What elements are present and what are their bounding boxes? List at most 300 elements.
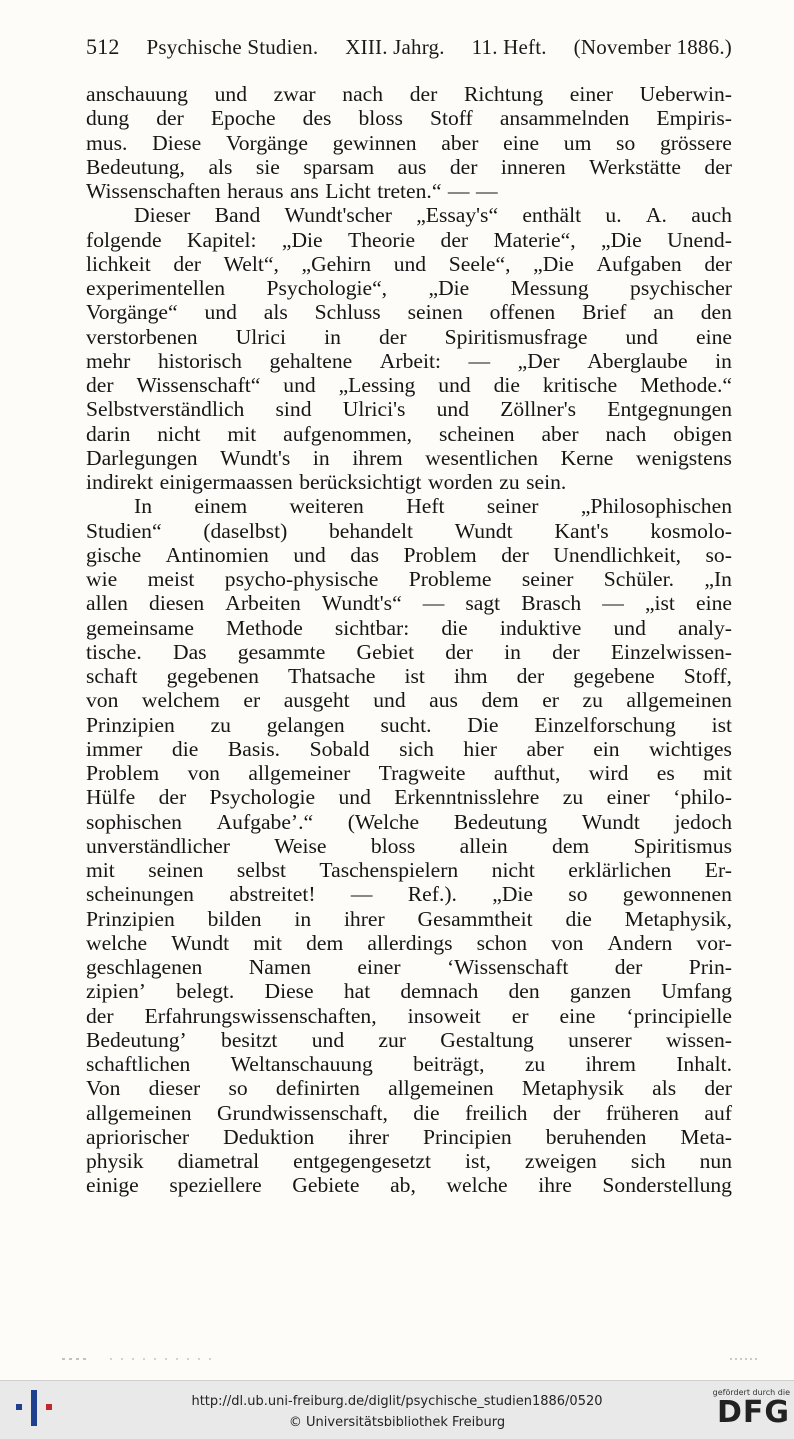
word: apriorischer	[86, 1124, 190, 1149]
text-line	[86, 640, 732, 664]
word: Epoche	[210, 106, 276, 131]
word: der	[86, 373, 114, 397]
word: Wundt'scher	[284, 203, 392, 228]
word: In	[134, 494, 152, 519]
word: es	[656, 761, 675, 785]
word: und	[311, 1027, 345, 1052]
word: und	[393, 251, 427, 276]
word: mit	[227, 421, 257, 446]
word: Umfang	[661, 979, 732, 1004]
word: Meta-	[680, 1124, 732, 1149]
word: der	[378, 324, 407, 349]
text-line	[86, 1125, 732, 1149]
text-line	[86, 155, 732, 179]
word: Brasch	[521, 591, 582, 616]
word: „Die	[281, 227, 323, 252]
word: die	[565, 906, 592, 931]
word: schaftlichen	[86, 1052, 191, 1076]
word: Einzelwissen-	[610, 639, 732, 664]
word: allgemeiner	[248, 761, 351, 785]
word: einem	[194, 494, 248, 519]
word: ihrem	[352, 445, 403, 470]
word: von	[86, 688, 119, 713]
word: „ist	[644, 591, 675, 616]
word: der	[173, 251, 201, 276]
dfg-caption: gefördert durch die	[712, 1388, 790, 1397]
word: allen	[86, 591, 128, 616]
word: Deduktion	[223, 1124, 315, 1149]
word: einer	[606, 785, 650, 810]
word: sparsam	[303, 154, 375, 179]
dfg-logo: DFG	[716, 1395, 790, 1430]
word: aber	[526, 736, 564, 761]
word: früheren	[605, 1100, 679, 1125]
text-line	[86, 446, 732, 470]
word: Heft	[406, 494, 445, 519]
word: Wundt's	[220, 445, 291, 470]
word: Studien“	[86, 518, 162, 543]
word: gesammte	[237, 639, 326, 664]
word: an	[653, 300, 674, 325]
word: mit	[253, 930, 283, 955]
word: dem	[306, 930, 344, 955]
word: u.	[605, 203, 622, 228]
word: diesen	[149, 591, 205, 616]
word: Wundt	[581, 809, 640, 834]
word: den	[700, 300, 732, 325]
word: Arbeit:	[379, 348, 441, 373]
word: Schüler.	[603, 567, 674, 591]
text-line	[86, 761, 732, 785]
word: „Philosophischen	[580, 494, 732, 519]
word: zu	[499, 470, 520, 494]
word: auf	[704, 1100, 732, 1125]
word: zwar	[273, 82, 316, 106]
word: Methode	[226, 615, 303, 640]
word: er	[511, 1003, 529, 1028]
word: wie	[86, 567, 118, 591]
word: Richtung	[463, 82, 544, 106]
word: des	[302, 106, 332, 131]
word: den	[508, 979, 540, 1004]
issue-label: 11. Heft.	[471, 35, 547, 59]
word: Kant's	[554, 518, 609, 543]
text-line	[86, 1004, 732, 1028]
word: „Die	[601, 227, 642, 252]
word: allerdings	[367, 930, 453, 955]
word: historisch	[157, 348, 242, 373]
word: beiträgt,	[413, 1052, 485, 1076]
word: der	[552, 1100, 581, 1125]
word: „Essay's“	[416, 203, 499, 228]
dfg-funding-badge	[700, 1388, 790, 1434]
word: Grundwissenschaft,	[216, 1100, 388, 1125]
word: sind	[275, 397, 312, 422]
word: selbst	[236, 858, 286, 882]
word: Aufgaben	[596, 251, 682, 276]
word: und	[438, 373, 471, 397]
word: Inhalt.	[676, 1052, 732, 1076]
text-line	[86, 179, 732, 203]
word: beruhenden	[545, 1124, 647, 1149]
word: sich	[399, 736, 434, 761]
word: die	[441, 615, 468, 640]
word: der	[501, 542, 529, 567]
word: Ueberwin-	[639, 82, 732, 106]
word: treten.“	[377, 179, 442, 203]
word: Tragweite	[378, 761, 466, 785]
word: scheinen	[438, 421, 515, 446]
word: in	[324, 324, 341, 349]
text-line	[86, 616, 732, 640]
word: der	[156, 106, 184, 131]
word: folgende	[86, 227, 162, 252]
word: Probleme	[408, 567, 492, 591]
running-title: Psychische Studien.	[146, 35, 319, 59]
word: Gebiete	[292, 1173, 360, 1198]
word: sichtbar:	[334, 615, 410, 640]
word: Selbstverständlich	[86, 397, 245, 422]
word: so	[568, 882, 588, 907]
word: Namen	[248, 955, 312, 979]
word: worden	[428, 470, 493, 494]
word: sophischen	[86, 809, 182, 834]
word: der	[449, 154, 478, 179]
word: freilich	[465, 1100, 528, 1125]
word: wichtiges	[649, 736, 732, 761]
word: eine	[695, 324, 732, 349]
word: und	[373, 688, 406, 713]
word: auch	[691, 203, 732, 228]
word: Kapitel:	[186, 227, 257, 252]
text-line	[86, 713, 732, 737]
word: mit	[86, 858, 115, 882]
word: Aberglaube	[587, 348, 688, 373]
word: Psychologie	[209, 785, 316, 810]
word: schaft	[86, 664, 138, 688]
word: sein.	[526, 470, 567, 494]
word: geschlagenen	[86, 955, 203, 979]
word: ihrer	[348, 1124, 389, 1149]
word: Stoff	[429, 106, 473, 131]
word: (Welche	[347, 809, 420, 834]
word: gegebenen	[166, 664, 259, 688]
word: Taschenspielern	[319, 858, 459, 882]
word: Einzelforschung	[534, 712, 676, 737]
word: als	[263, 300, 288, 325]
text-line	[86, 591, 732, 615]
word: Materie“,	[493, 227, 576, 252]
text-line	[86, 397, 732, 421]
source-url-link[interactable]: http://dl.ub.uni-freiburg.de/diglit/psychische_studien1886/0520	[191, 1394, 603, 1409]
copyright-notice: © Universitätsbibliothek Freiburg	[288, 1415, 506, 1430]
word: enthält	[522, 203, 582, 228]
word: seiner	[486, 494, 539, 519]
page-number: 512	[86, 34, 120, 59]
word: belegt.	[176, 979, 235, 1004]
word: —	[602, 591, 624, 616]
word: schon	[476, 930, 527, 955]
word: Welt“,	[223, 251, 279, 276]
word: ausgeht	[283, 688, 350, 713]
word: Licht	[325, 179, 371, 203]
word: Das	[172, 639, 207, 664]
word: Hülfe	[86, 785, 136, 810]
text-line	[86, 567, 732, 591]
word: experimentellen	[86, 276, 226, 300]
word: weiteren	[289, 494, 364, 519]
word: indirekt	[86, 470, 154, 494]
word: physik	[86, 1149, 144, 1173]
word: psycho-physische	[224, 567, 379, 591]
word: zu	[210, 712, 231, 737]
footer-bar	[0, 1380, 794, 1439]
text-line	[86, 907, 732, 931]
word: bloss	[358, 106, 403, 131]
word: gegebene	[573, 664, 655, 688]
word: Messung	[510, 276, 589, 300]
word: Wissenschaft“	[136, 373, 261, 397]
word: inneren	[500, 154, 566, 179]
word: eine	[559, 1003, 596, 1028]
word: welche	[86, 930, 148, 955]
text-line	[86, 931, 732, 955]
word: „Der	[517, 348, 560, 373]
word: (daselbst)	[203, 518, 288, 543]
text-line	[86, 252, 732, 276]
word: Andern	[607, 930, 673, 955]
word: so-	[705, 542, 732, 567]
word: zu	[582, 688, 603, 713]
text-line	[86, 664, 732, 688]
word: speziellere	[169, 1173, 262, 1198]
word: Psychologie“,	[266, 276, 388, 300]
word: Wundt	[171, 930, 230, 955]
word: Prinzipien	[86, 906, 175, 931]
word: gehaltene	[269, 348, 353, 373]
word: aufthut,	[493, 761, 561, 785]
word: Werkstätte	[589, 154, 681, 179]
word: Problem	[86, 761, 160, 785]
word: Wundt	[454, 518, 513, 543]
word: Ulrici	[235, 324, 286, 349]
word: seiner	[521, 567, 574, 591]
word: er	[542, 688, 559, 713]
word: bilden	[207, 906, 262, 931]
word: mehr	[86, 348, 131, 373]
word: —	[422, 591, 445, 616]
text-line	[86, 1149, 732, 1173]
word: als	[208, 154, 233, 179]
word: der	[445, 639, 473, 664]
text-line	[86, 810, 732, 834]
text-line	[86, 300, 732, 324]
word: Weltanschauung	[230, 1052, 373, 1076]
word: die	[493, 373, 520, 397]
text-line	[86, 1076, 732, 1100]
word: „Die	[533, 251, 574, 276]
word: ist	[711, 712, 732, 737]
word: zipien’	[86, 979, 146, 1004]
text-line	[86, 373, 732, 397]
word: unserer	[568, 1027, 632, 1052]
word: wenigstens	[635, 445, 732, 470]
word: grössere	[659, 130, 732, 155]
word: Methode.“	[640, 373, 732, 397]
word: Ref.).	[407, 882, 457, 907]
word: Entgegnungen	[607, 397, 732, 422]
word: der	[440, 227, 469, 252]
word: allgemeinen	[626, 688, 732, 713]
word: in	[312, 445, 330, 470]
word: ans	[289, 179, 319, 203]
word: Spiritismusfrage	[444, 324, 588, 349]
word: wissen-	[666, 1027, 732, 1052]
word: aus	[397, 154, 427, 179]
text-line	[86, 543, 732, 567]
word: dung	[86, 106, 130, 131]
word: Bedeutung,	[86, 154, 185, 179]
text-line	[86, 1101, 732, 1125]
word: und	[293, 542, 326, 567]
word: der	[552, 639, 580, 664]
text-line	[86, 858, 732, 882]
word: zu	[524, 1052, 546, 1076]
word: um	[563, 130, 592, 155]
word: Arbeiten	[225, 591, 301, 616]
word: gemeinsame	[86, 615, 194, 640]
word: behandelt	[329, 518, 413, 543]
word: ihm	[453, 664, 488, 688]
word: in	[715, 348, 732, 373]
scan-artifact-marks	[60, 1356, 760, 1362]
text-line	[86, 203, 732, 227]
word: einige	[86, 1173, 139, 1198]
word: sie	[255, 154, 280, 179]
word: Von	[86, 1076, 121, 1101]
word: mus.	[86, 130, 128, 155]
word: ein	[593, 736, 620, 761]
word: Erfahrungswissenschaften,	[144, 1003, 377, 1028]
word: Empiris-	[656, 106, 732, 131]
word: Vorgänge	[225, 130, 308, 155]
word: sich	[630, 1149, 666, 1173]
word: Er-	[704, 858, 732, 882]
word: Wissenschaften	[86, 179, 221, 203]
running-header	[86, 34, 732, 60]
word: definirten	[275, 1076, 360, 1101]
word: ‘principielle	[626, 1003, 732, 1028]
word: erklärlichen	[568, 858, 672, 882]
text-line	[86, 276, 732, 300]
word: der	[704, 154, 732, 179]
text-line	[86, 82, 732, 106]
word: wird	[588, 761, 629, 785]
word: ‘Wissenschaft	[446, 955, 569, 979]
word: induktive	[499, 615, 582, 640]
word: hat	[343, 979, 371, 1004]
word: Sobald	[309, 736, 370, 761]
text-line	[86, 688, 732, 712]
word: Diese	[264, 979, 314, 1004]
word: ihrem	[585, 1052, 636, 1076]
word: allgemeinen	[388, 1076, 494, 1101]
word: Unend-	[667, 227, 732, 252]
word: Gebiet	[356, 639, 415, 664]
word: welchem	[141, 688, 220, 713]
word: seinen	[407, 300, 463, 325]
text-line	[86, 955, 732, 979]
word: „Gehirn	[301, 251, 372, 276]
word: diametral	[177, 1149, 260, 1173]
word: und	[214, 82, 247, 106]
word: Die	[467, 712, 499, 737]
word: einigermaassen	[159, 470, 293, 494]
word: immer	[86, 736, 143, 761]
word: Seele“,	[448, 251, 511, 276]
word: entgegengesetzt	[293, 1149, 432, 1173]
word: demnach	[400, 979, 479, 1004]
volume-label: XIII. Jahrg.	[345, 35, 445, 59]
word: der	[614, 955, 643, 979]
word: Gestaltung	[440, 1027, 534, 1052]
word: Schluss	[314, 300, 381, 325]
word: der	[704, 1076, 732, 1101]
word: dem	[481, 688, 519, 713]
word: zweigen	[524, 1149, 597, 1173]
text-line	[86, 494, 732, 518]
word: offenen	[489, 300, 556, 325]
issue-date: (November 1886.)	[573, 35, 732, 59]
word: ab,	[390, 1173, 416, 1198]
word: allgemeinen	[86, 1100, 192, 1125]
word: dieser	[148, 1076, 201, 1101]
word: lichkeit	[86, 251, 151, 276]
word: von	[551, 930, 584, 955]
word: eine	[503, 130, 540, 155]
word: nicht	[491, 858, 535, 882]
word: abstreitet!	[229, 882, 316, 907]
word: und	[338, 785, 371, 810]
word: Stoff,	[683, 664, 732, 688]
word: Aufgabe’.“	[216, 809, 314, 834]
word: als	[652, 1076, 677, 1101]
word: Diese	[152, 130, 202, 155]
word: Kerne	[560, 445, 614, 470]
word: mit	[703, 761, 732, 785]
text-line	[86, 349, 732, 373]
word: Erkenntnisslehre	[394, 785, 540, 810]
text-line	[86, 1052, 732, 1076]
word: Prinzipien	[86, 712, 175, 737]
word: darin	[86, 421, 131, 446]
word: Zöllner's	[500, 397, 577, 422]
word: Bedeutung’	[86, 1027, 187, 1052]
word: Wundt's“	[321, 591, 402, 616]
word: gewinnen	[332, 130, 417, 155]
word: das	[350, 542, 380, 567]
word: Ulrici's	[342, 397, 406, 422]
word: zur	[378, 1027, 406, 1052]
word: berücksichtigt	[299, 470, 422, 494]
word: welche	[446, 1173, 508, 1198]
word: ist	[404, 664, 425, 688]
word: A.	[645, 203, 667, 228]
word: Metaphysik	[521, 1076, 624, 1101]
word: nicht	[157, 421, 201, 446]
word: wesentlichen	[425, 445, 539, 470]
word: kosmolo-	[650, 518, 732, 543]
